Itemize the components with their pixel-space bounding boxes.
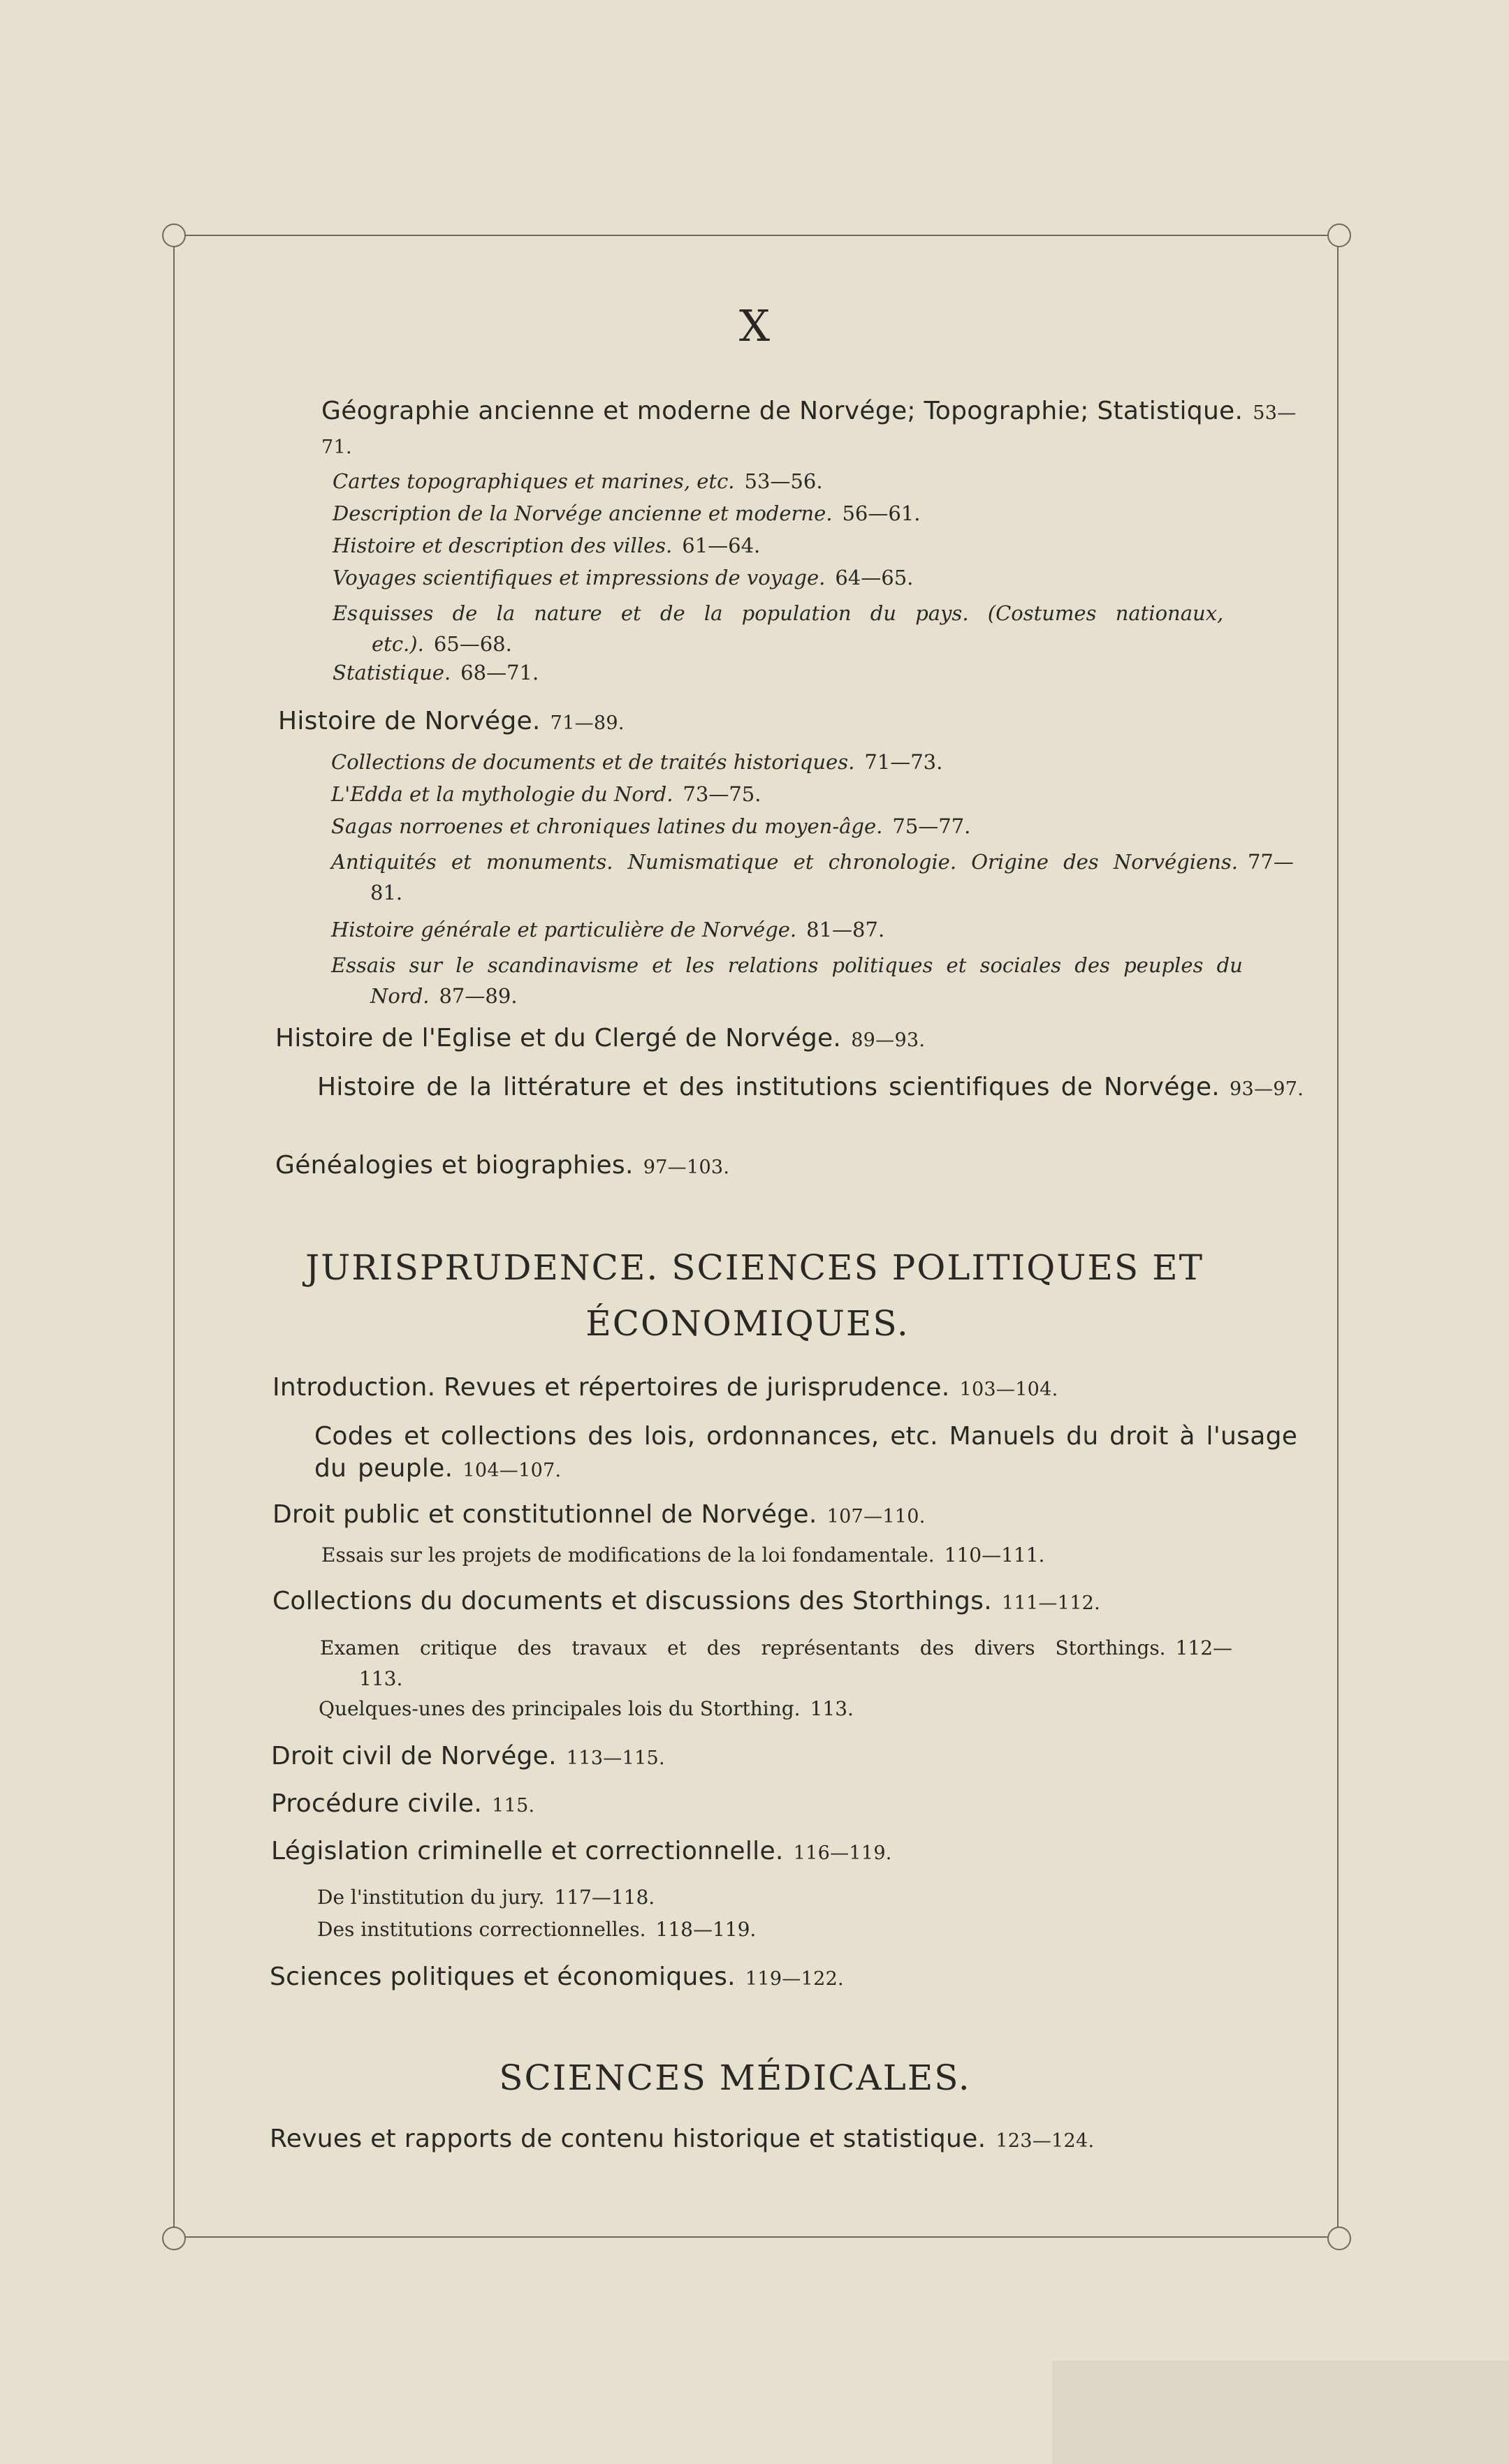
toc-subentry: Des institutions correctionnelles. 118—119. — [317, 1918, 757, 1941]
toc-subentry: De l'institution du jury. 117—118. — [317, 1886, 655, 1909]
toc-entry-collections: Collections du documents et discussions des Storthings. 111—112. — [272, 1587, 1101, 1615]
corner-ornament-top-right — [1327, 223, 1351, 247]
toc-entry-procedure: Procédure civile. 115. — [271, 1789, 535, 1818]
toc-subentry: Antiquités et monuments. Numismatique et chronologie. Origine des Norvégiens. 77—81. — [331, 850, 1294, 904]
toc-subentry: Essais sur les projets de modifications de la loi fondamentale. 110—111. — [321, 1543, 1045, 1567]
section-heading-jurisprudence-line1: JURISPRUDENCE. SCIENCES POLITIQUES ET — [305, 1247, 1204, 1288]
toc-subentry: Cartes topographiques et marines, etc. 53—56. — [333, 469, 823, 493]
corner-ornament-bottom-right — [1327, 2227, 1351, 2250]
corner-ornament-top-left — [162, 223, 186, 247]
section-heading-jurisprudence-line2: ÉCONOMIQUES. — [585, 1303, 910, 1344]
entry-pages: 71—89. — [550, 712, 625, 734]
toc-subentry: Histoire générale et particulière de Norvége. 81—87. — [331, 918, 885, 941]
toc-subentry: Esquisses de la nature et de la population du pays. (Costumes nationaux, etc.). 65—68. — [333, 601, 1224, 656]
toc-entry-droit-civil: Droit civil de Norvége. 113—115. — [271, 1742, 665, 1770]
toc-subentry: Statistique. 68—71. — [333, 661, 539, 684]
toc-entry-eglise: Histoire de l'Eglise et du Clergé de Norvége. 89—93. — [275, 1024, 926, 1053]
toc-subentry: Essais sur le scandinavisme et les relations politiques et sociales des peuples du Nord. 87—89. — [331, 953, 1243, 1008]
toc-subentry: Collections de documents et de traités historiques. 71—73. — [331, 750, 943, 774]
toc-entry-litterature: Histoire de la littérature et des institutions scientifiques de Norvége. 93—97. — [317, 1073, 1304, 1101]
toc-subentry: Examen critique des travaux et des représentants des divers Storthings. 112—113. — [320, 1636, 1233, 1690]
toc-entry-droit-public: Droit public et constitutionnel de Norvége. 107—110. — [272, 1500, 926, 1529]
corner-ornament-bottom-left — [162, 2227, 186, 2250]
entry-pages: 53—71. — [321, 402, 1297, 458]
toc-subentry: L'Edda et la mythologie du Nord. 73—75. — [331, 782, 761, 806]
toc-entry-sciences-politiques: Sciences politiques et économiques. 119—122. — [270, 1963, 844, 1991]
toc-subentry: Quelques-unes des principales lois du Storthing. 113. — [319, 1697, 854, 1720]
section-heading-sciences-medicales: SCIENCES MÉDICALES. — [499, 2058, 971, 2098]
page-number: X — [738, 300, 771, 351]
entry-title: Histoire de Norvége. — [278, 707, 541, 735]
toc-entry-codes: Codes et collections des lois, ordonnances, etc. Manuels du droit à l'usage du peuple. 104—107. — [314, 1422, 1298, 1483]
toc-subentry: Histoire et description des villes. 61—64. — [333, 534, 761, 557]
toc-subentry: Description de la Norvége ancienne et moderne. 56—61. — [333, 501, 921, 525]
toc-subentry: Sagas norroenes et chroniques latines du moyen-âge. 75—77. — [331, 814, 971, 838]
toc-entry-histoire — [278, 707, 625, 735]
toc-entry-legislation: Législation criminelle et correctionnelle. 116—119. — [271, 1837, 892, 1865]
toc-entry-introduction: Introduction. Revues et répertoires de jurisprudence. 103—104. — [272, 1373, 1058, 1402]
paper-corner-patch — [1052, 2361, 1509, 2464]
toc-subentry: Voyages scientifiques et impressions de voyage. 64—65. — [333, 566, 914, 589]
toc-entry-revues: Revues et rapports de contenu historique et statistique. 123—124. — [270, 2125, 1095, 2153]
toc-entry-geographie — [279, 395, 1320, 464]
toc-entry-genealogies: Généalogies et biographies. 97—103. — [275, 1151, 730, 1180]
entry-title: Géographie ancienne et moderne de Norvége; Topographie; Statistique. — [321, 397, 1244, 425]
